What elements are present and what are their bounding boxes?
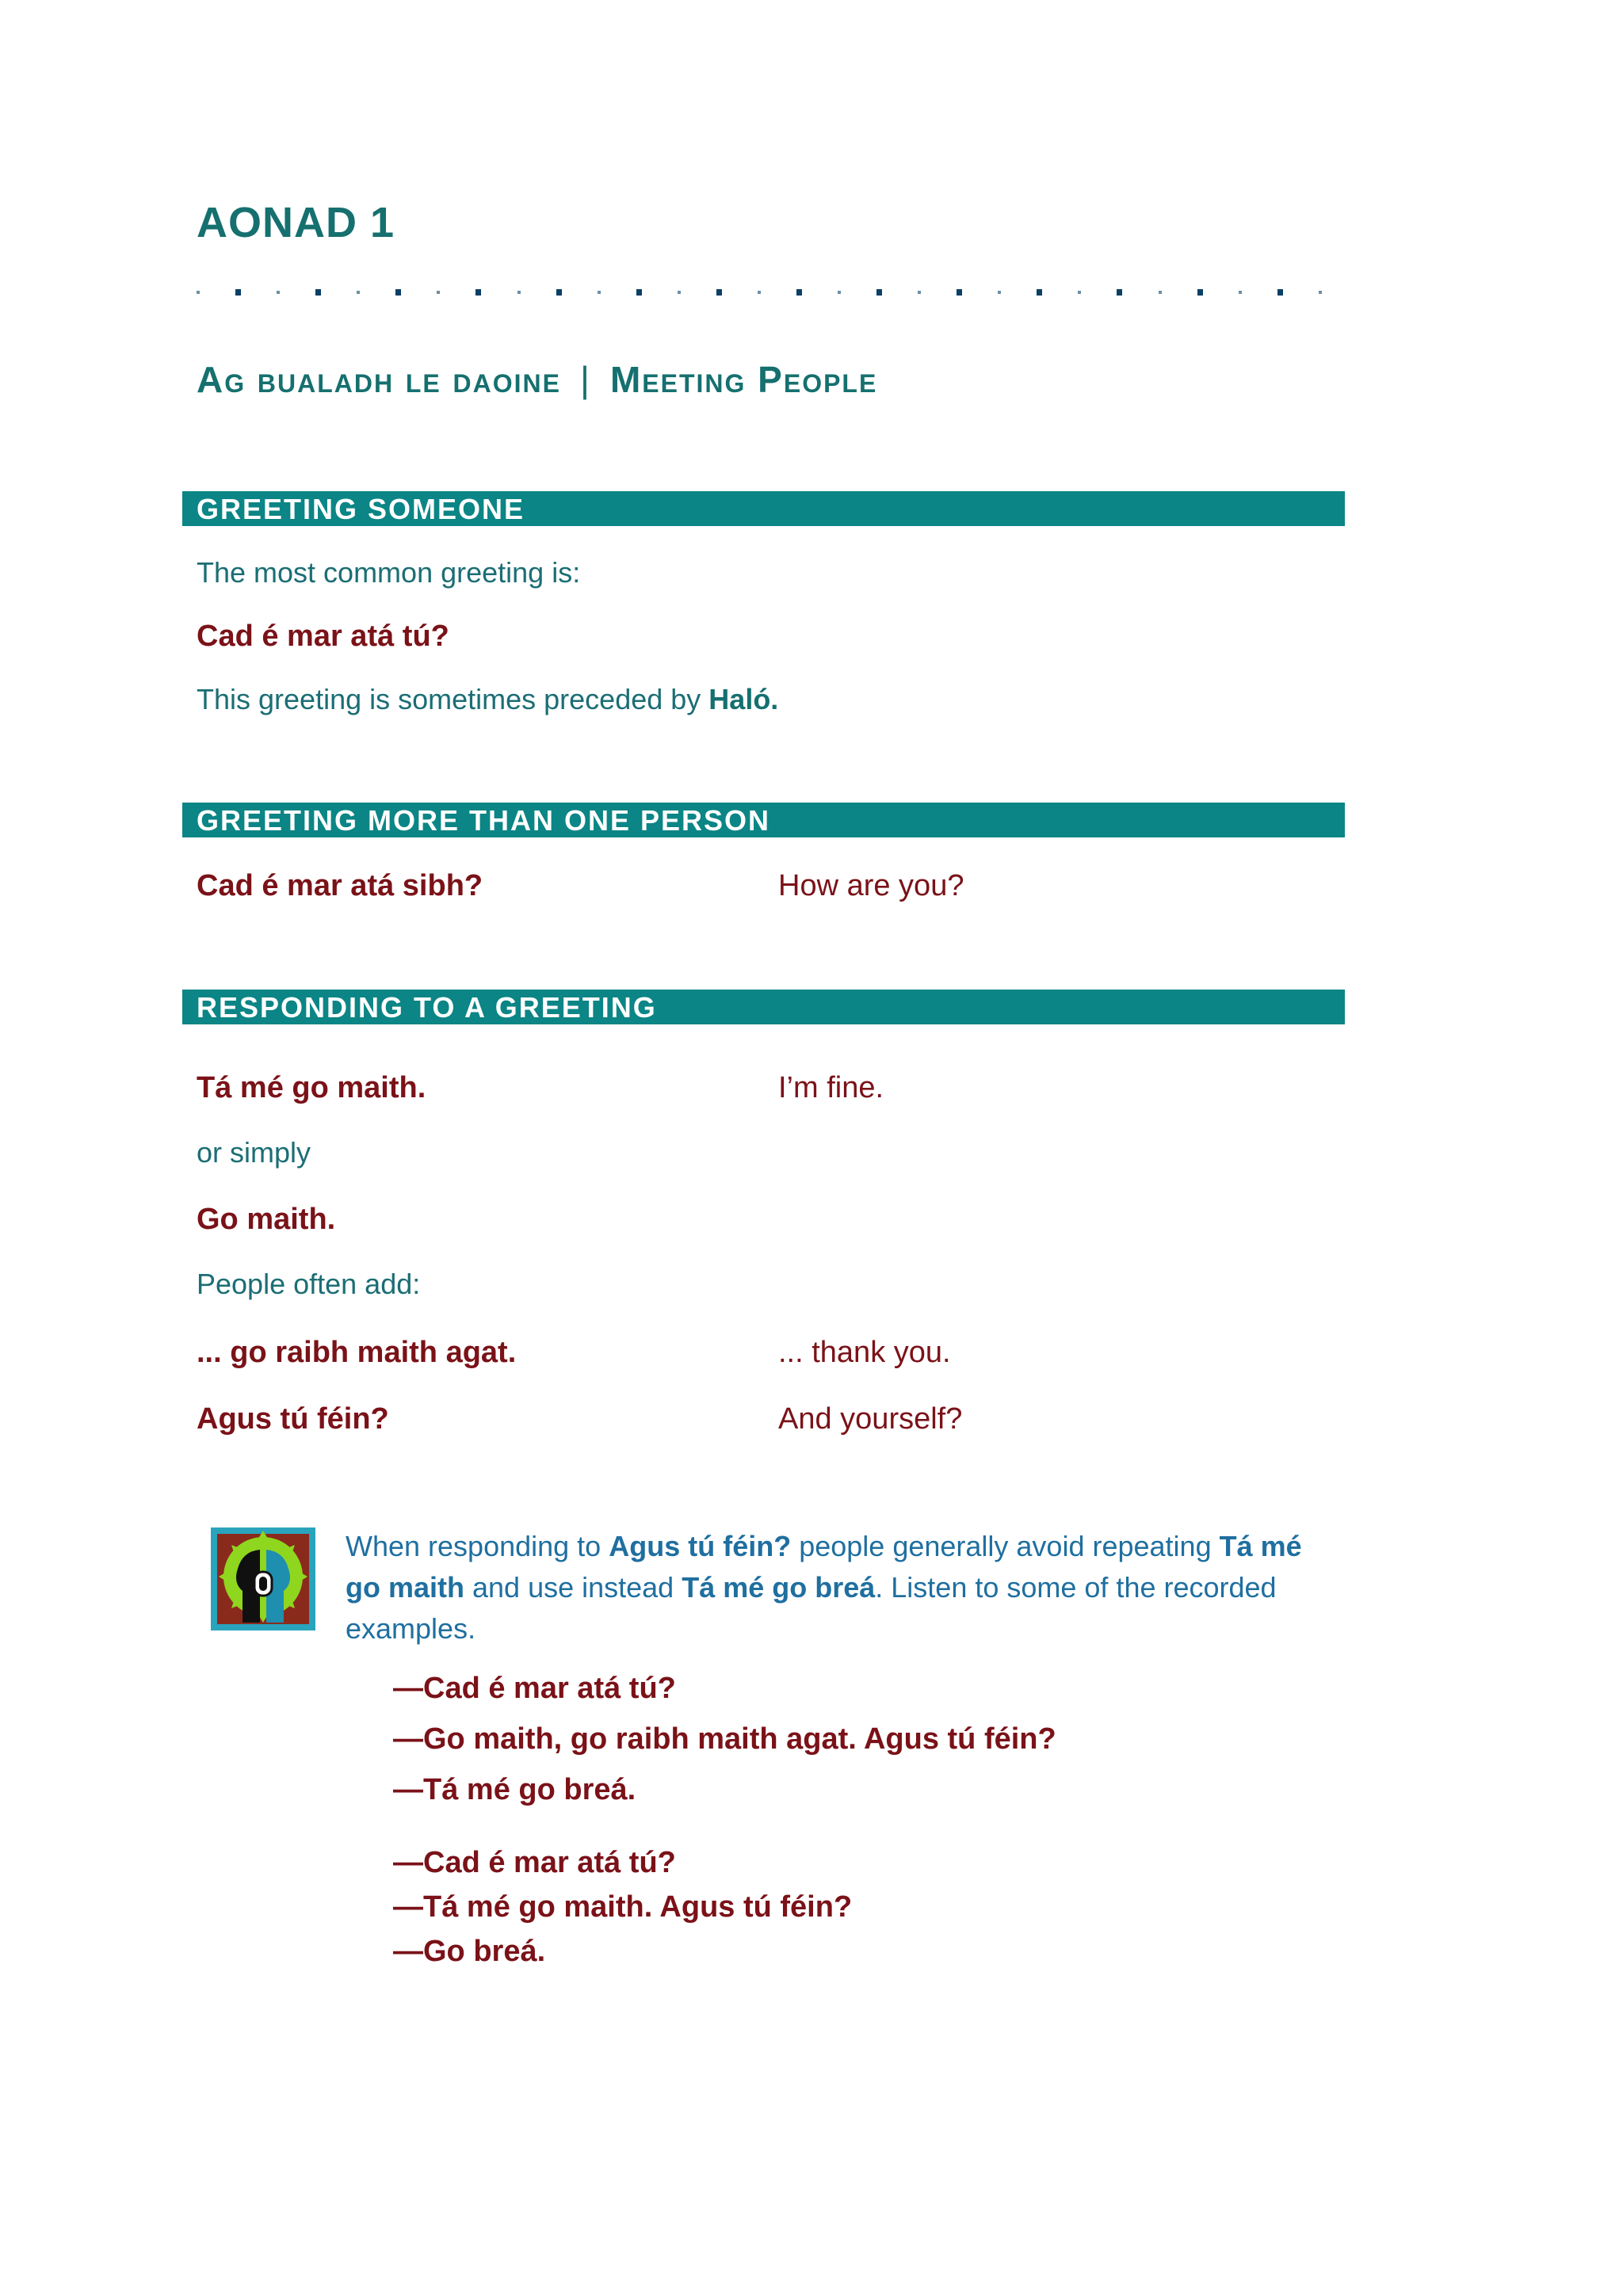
note-text-4: . Listen to some of the recorded examples. — [346, 1571, 1277, 1645]
translation-and-yourself: And yourself? — [778, 1402, 963, 1436]
subtitle-irish: Ag bualadh le daoine — [197, 359, 561, 400]
phrase-go-maith: Go maith. — [197, 1203, 336, 1236]
halo-note — [197, 683, 778, 716]
greeting-intro: The most common greeting is: — [197, 556, 581, 589]
phrase-ta-me-go-maith: Tá mé go maith. — [197, 1071, 426, 1104]
note-text-1: When responding to — [346, 1530, 609, 1562]
dialogue2-line-2: —Tá mé go maith. Agus tú féin? — [393, 1890, 853, 1924]
dialogue1-line-2: —Go maith, go raibh maith agat. Agus tú féin? — [393, 1722, 1056, 1756]
listening-head-icon — [211, 1527, 315, 1630]
page-subtitle — [197, 358, 877, 401]
dialogue2-line-1: —Cad é mar atá tú? — [393, 1846, 676, 1879]
section-heading-greeting-someone: GREETING SOMEONE — [182, 491, 1345, 526]
or-simply-text: or simply — [197, 1136, 311, 1169]
note-text-3: and use instead — [464, 1571, 682, 1604]
phrase-go-raibh-maith-agat: ... go raibh maith agat. — [197, 1336, 517, 1369]
dotted-divider — [197, 287, 1322, 298]
halo-note-text: This greeting is sometimes preceded by — [197, 683, 709, 715]
note-text-2: people generally avoid repeating — [791, 1530, 1220, 1562]
translation-im-fine: I’m fine. — [778, 1071, 884, 1104]
people-often-add-text: People often add: — [197, 1268, 421, 1300]
note-bold-1: Agus tú féin? — [609, 1530, 792, 1562]
phrase-cad-e-mar-ata-sibh: Cad é mar atá sibh? — [197, 869, 483, 902]
phrase-cad-e-mar-ata-tu: Cad é mar atá tú? — [197, 620, 449, 653]
subtitle-separator: | — [580, 359, 591, 400]
section-heading-greeting-more: GREETING MORE THAN ONE PERSON — [182, 803, 1345, 837]
subtitle-english: Meeting People — [609, 359, 878, 400]
halo-word: Haló. — [708, 683, 779, 715]
note-bold-3: Tá mé go breá — [682, 1571, 876, 1604]
dialogue1-line-3: —Tá mé go breá. — [393, 1773, 636, 1806]
section-heading-responding: RESPONDING TO A GREETING — [182, 990, 1345, 1024]
dialogue1-line-1: —Cad é mar atá tú? — [393, 1672, 676, 1705]
translation-thank-you: ... thank you. — [778, 1336, 951, 1369]
dialogue2-line-3: —Go breá. — [393, 1935, 546, 1968]
translation-how-are-you: How are you? — [778, 869, 964, 902]
note-bold-2: Tá mé go maith — [346, 1530, 1302, 1604]
unit-title: AONAD 1 — [197, 199, 395, 246]
usage-note — [346, 1526, 1312, 1650]
phrase-agus-tu-fein: Agus tú féin? — [197, 1402, 389, 1436]
